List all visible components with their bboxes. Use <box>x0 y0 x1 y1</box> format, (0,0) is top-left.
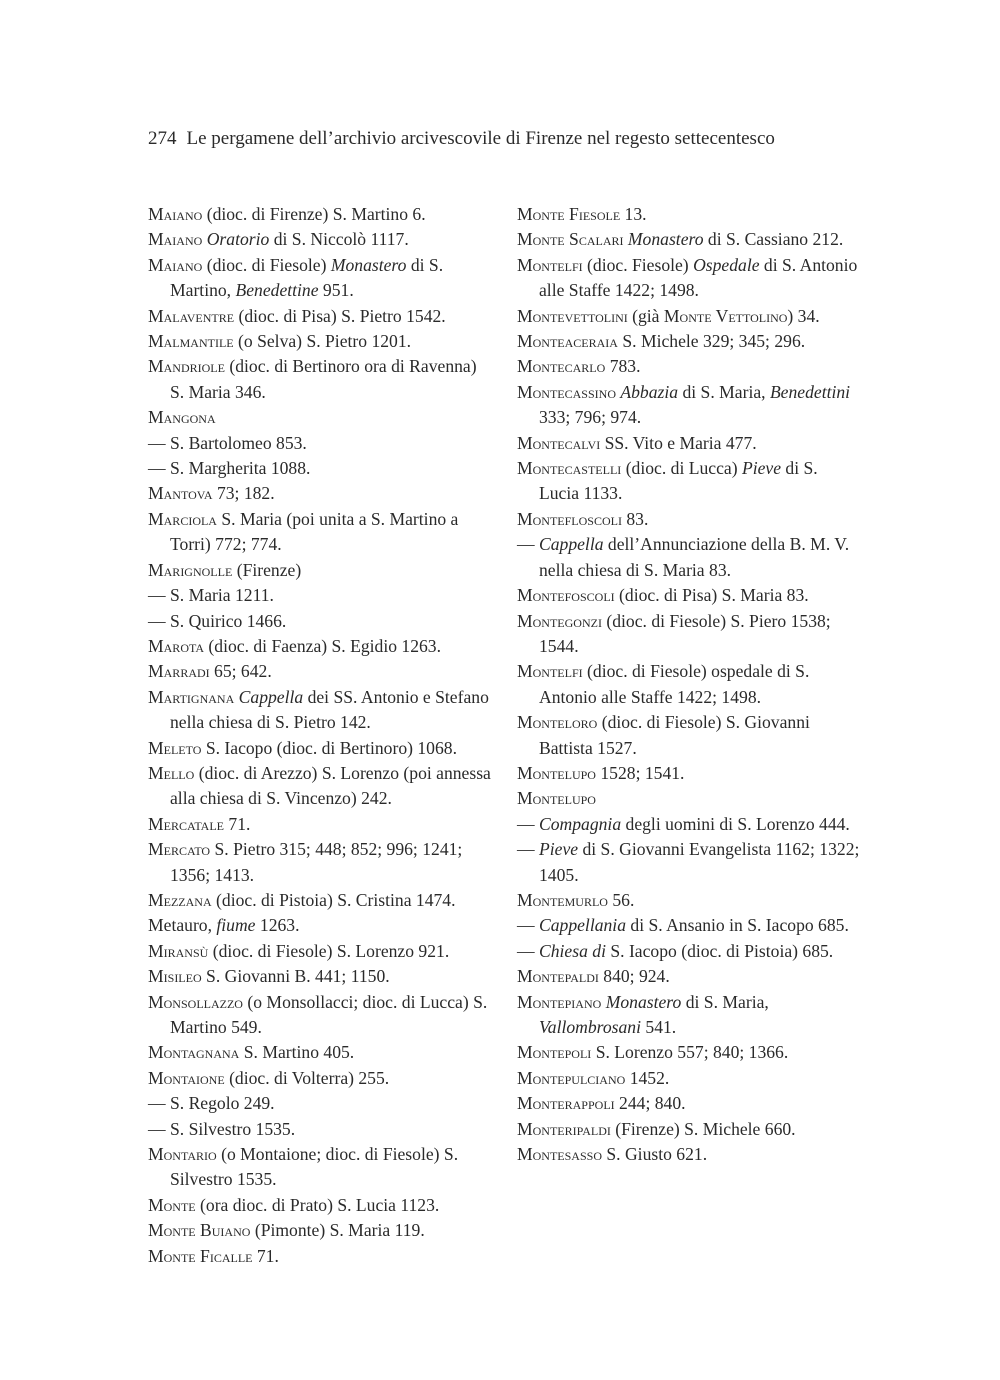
index-entry <box>148 659 493 684</box>
place-name: Marradi <box>148 661 210 682</box>
entry-text: 71. <box>252 1245 279 1266</box>
entry-text: 73; 182. <box>212 483 275 504</box>
italic-term: Ospedale <box>693 254 760 275</box>
place-name: Marota <box>148 635 205 656</box>
entry-text: (ora dioc. di Prato) S. Lucia 1123. <box>195 1194 440 1215</box>
index-entry <box>148 1091 493 1116</box>
place-name: Montecalvi <box>517 432 601 453</box>
place-name: Montario <box>148 1144 217 1165</box>
entry-text: S. Iacopo (dioc. di Bertinoro) 1068. <box>201 737 457 758</box>
entry-text: — S. Quirico 1466. <box>148 610 287 631</box>
entry-text: 840; 924. <box>598 966 670 987</box>
entry-text: (dioc. di Pisa) S. Pietro 1542. <box>234 305 446 326</box>
index-entry <box>517 532 862 583</box>
index-entry <box>148 812 493 837</box>
entry-text: 783. <box>605 356 641 377</box>
place-name: Maiano <box>148 204 203 224</box>
entry-text: (dioc. di Fiesole) <box>202 254 331 275</box>
entry-text: — S. Bartolomeo 853. <box>148 432 307 453</box>
entry-text: 1452. <box>625 1067 670 1088</box>
index-entry <box>517 304 862 329</box>
place-name: Monterappoli <box>517 1093 615 1114</box>
entry-text: degli uomini di S. Lorenzo 444. <box>621 813 850 834</box>
italic-term: fiume <box>216 915 256 936</box>
entry-text: — S. Silvestro 1535. <box>148 1118 296 1139</box>
index-entry <box>517 227 862 252</box>
index-entry <box>517 253 862 304</box>
entry-text: 541. <box>641 1017 677 1037</box>
entry-text: dell’Annunciazione della B. M. V. nella chiesa di S. Maria 83. <box>539 534 850 580</box>
place-name: Monteripaldi <box>517 1118 611 1139</box>
entry-text: — S. Regolo 249. <box>148 1093 275 1114</box>
place-name: Montelfi <box>517 254 583 275</box>
entry-text: — <box>517 915 539 936</box>
place-name: Montecarlo <box>517 356 606 377</box>
index-entry <box>148 227 493 252</box>
place-name: Montegonzi <box>517 610 602 631</box>
entry-text: S. Lorenzo 557; 840; 1366. <box>591 1042 789 1063</box>
index-entry <box>517 659 862 710</box>
entry-text: 1263. <box>255 915 300 936</box>
index-entry <box>148 304 493 329</box>
place-name: Maiano <box>148 229 203 250</box>
entry-text: (dioc. di Bertinoro ora di Ravenna) S. Maria 346. <box>170 356 477 402</box>
index-entry <box>148 253 493 304</box>
entry-text: (dioc. di Pisa) S. Maria 83. <box>614 585 809 606</box>
place-name: Mello <box>148 762 195 783</box>
italic-term: Vallombrosani <box>539 1017 641 1037</box>
entry-text: (o Monsollacci; dioc. di Lucca) S. Martino 549. <box>170 991 488 1037</box>
index-entry <box>148 939 493 964</box>
index-entry <box>517 837 862 888</box>
entry-text: — <box>517 813 539 834</box>
entry-text: S. Pietro 315; 448; 852; 996; 1241; 1356; 1413. <box>170 839 463 885</box>
index-entry <box>517 583 862 608</box>
entry-text: di S. Antonio alle Staffe 1422; 1498. <box>539 254 858 301</box>
place-name: Montepaldi <box>517 966 599 987</box>
place-name: Meleto <box>148 737 202 758</box>
entry-text: (dioc. di Firenze) S. Martino 6. <box>202 204 426 224</box>
index-entry <box>148 736 493 761</box>
place-name: Malaventre <box>148 305 235 326</box>
index-entry <box>148 1142 493 1193</box>
entry-text: — <box>517 839 539 860</box>
entry-text: 83. <box>621 508 649 529</box>
entry-text: — S. Maria 1211. <box>148 585 274 606</box>
index-entry <box>148 1193 493 1218</box>
place-name: Marciola <box>148 508 217 529</box>
index-entry <box>148 329 493 354</box>
italic-term: Cappellania <box>539 915 626 936</box>
index-entry <box>517 761 862 786</box>
index-entry <box>148 1218 493 1243</box>
entry-text: S. Giusto 621. <box>602 1144 708 1165</box>
italic-term: Cappella <box>238 686 304 707</box>
italic-term: Benedettini <box>769 381 851 402</box>
place-name: Montemurlo <box>517 889 608 910</box>
page-number: 274 <box>148 128 177 149</box>
place-name: Mezzana <box>148 889 212 910</box>
index-entry <box>148 761 493 812</box>
entry-text: Metauro, <box>148 915 217 936</box>
index-entry <box>148 913 493 938</box>
italic-term: Pieve <box>539 839 579 860</box>
entry-text: di S. Giovanni Evangelista 1162; 1322; 1405. <box>539 839 860 885</box>
index-entry <box>148 354 493 405</box>
entry-text: (o Selva) S. Pietro 1201. <box>233 331 412 352</box>
entry-text: 13. <box>620 204 647 224</box>
entry-text: di S. Maria, <box>681 991 769 1012</box>
index-column-right <box>517 202 862 1167</box>
place-name: Mantova <box>148 483 213 504</box>
italic-term: Benedettine <box>235 280 319 301</box>
running-title: Le pergamene dell’archivio arcivescovile di Firenze nel regesto settecentesco <box>186 128 775 149</box>
place-name: Montefoscoli <box>517 585 615 606</box>
entry-text: (dioc. di Fiesole) ospedale di S. Antonio alle Staffe 1422; 1498. <box>539 661 810 707</box>
index-entry <box>148 964 493 989</box>
place-name: Mandriole <box>148 356 225 377</box>
place-name: Montepoli <box>517 1042 592 1063</box>
entry-text: 71. <box>224 813 251 834</box>
index-entry <box>148 990 493 1041</box>
entry-text: (dioc. di Fiesole) S. Giovanni Battista 1527. <box>539 712 810 758</box>
index-entry <box>148 685 493 736</box>
index-entry <box>517 812 862 837</box>
index-entry <box>517 1091 862 1116</box>
place-name: Montepulciano <box>517 1067 626 1088</box>
entry-text: 333; 796; 974. <box>539 407 642 428</box>
italic-term: Monastero <box>330 254 407 275</box>
place-name: Monte Vettolino <box>663 305 788 326</box>
running-header <box>148 128 868 150</box>
place-name: Monte <box>148 1194 196 1215</box>
place-name: Monte Fiesole <box>517 204 621 224</box>
entry-text: — <box>517 534 539 555</box>
place-name: Monsollazzo <box>148 991 243 1012</box>
index-entry <box>148 1040 493 1065</box>
entry-text: di S. Niccolò 1117. <box>269 229 409 250</box>
entry-text: (dioc. di Pistoia) S. Cristina 1474. <box>211 889 456 910</box>
place-name: Montecastelli <box>517 458 622 479</box>
index-entry <box>517 507 862 532</box>
index-entry <box>517 609 862 660</box>
index-entry <box>517 380 862 431</box>
place-name: Mercatale <box>148 813 225 834</box>
index-entry <box>148 431 493 456</box>
index-entry <box>148 1244 493 1269</box>
place-name: Monteaceraia <box>517 331 618 352</box>
index-entry <box>148 456 493 481</box>
entry-text: di S. Cassiano 212. <box>703 229 844 250</box>
entry-text: (dioc. Fiesole) <box>582 254 694 275</box>
entry-text: di S. Maria, <box>678 381 770 402</box>
entry-text: 951. <box>318 280 354 301</box>
entry-text: (dioc. di Arezzo) S. Lorenzo (poi annessa alla chiesa di S. Vincenzo) 242. <box>170 762 491 809</box>
place-name: Montelupo <box>517 788 596 809</box>
index-entry <box>517 1066 862 1091</box>
index-entry <box>517 1117 862 1142</box>
place-name: Maiano <box>148 254 203 275</box>
index-entry <box>148 583 493 608</box>
place-name: Montecassino <box>517 381 616 402</box>
entry-text: S. Iacopo (dioc. di Pistoia) 685. <box>605 940 834 961</box>
entry-text: (dioc. di Fiesole) S. Piero 1538; 1544. <box>539 610 831 656</box>
index-entry <box>148 609 493 634</box>
place-name: Montelfi <box>517 661 583 682</box>
place-name: Miransù <box>148 940 209 961</box>
index-entry <box>517 431 862 456</box>
index-entry <box>148 507 493 558</box>
entry-text: (Firenze) S. Michele 660. <box>610 1118 796 1139</box>
place-name: Misileo <box>148 966 202 987</box>
index-entry <box>148 837 493 888</box>
entry-text: (o Montaione; dioc. di Fiesole) S. Silvestro 1535. <box>170 1144 459 1190</box>
index-entry <box>517 913 862 938</box>
place-name: Montepiano <box>517 991 602 1012</box>
place-name: Malmantile <box>148 331 234 352</box>
index-column-left <box>148 202 493 1269</box>
index-entry <box>517 964 862 989</box>
place-name: Mercato <box>148 839 211 860</box>
entry-text: 1528; 1541. <box>595 762 685 783</box>
index-entry <box>517 354 862 379</box>
index-entry <box>148 634 493 659</box>
index-entry <box>517 710 862 761</box>
entry-text: — S. Margherita 1088. <box>148 458 311 479</box>
place-name: Monte Scalari <box>517 229 624 250</box>
entry-text: di S. Ansanio in S. Iacopo 685. <box>626 915 849 936</box>
index-entry <box>517 786 862 811</box>
entry-text: (Firenze) <box>232 559 302 580</box>
italic-term: Oratorio <box>206 229 270 250</box>
entry-text: 65; 642. <box>209 661 272 682</box>
italic-term: Chiesa di <box>539 940 606 961</box>
index-entry <box>517 888 862 913</box>
italic-term: Monastero <box>627 229 704 250</box>
index-entry <box>517 1040 862 1065</box>
place-name: Montesasso <box>517 1144 602 1165</box>
index-entry <box>148 1117 493 1142</box>
entry-text: ) 34. <box>787 305 820 326</box>
index-entry <box>148 405 493 430</box>
entry-text: S. Michele 329; 345; 296. <box>617 331 806 352</box>
index-entry <box>517 329 862 354</box>
entry-text: (già <box>627 305 664 326</box>
entry-text: (dioc. di Volterra) 255. <box>224 1067 390 1088</box>
index-entry <box>517 1142 862 1167</box>
italic-term: Cappella <box>539 534 604 555</box>
index-entry <box>517 202 862 227</box>
place-name: Mangona <box>148 407 216 428</box>
index-entry <box>517 990 862 1041</box>
index-entry <box>148 481 493 506</box>
place-name: Marignolle <box>148 559 233 580</box>
entry-text: SS. Vito e Maria 477. <box>600 432 757 453</box>
italic-term: Pieve <box>741 458 782 479</box>
entry-text: (Pimonte) S. Maria 119. <box>250 1220 425 1241</box>
italic-term: Abbazia <box>620 381 679 402</box>
place-name: Montelupo <box>517 762 596 783</box>
place-name: Montagnana <box>148 1042 240 1063</box>
place-name: Montefloscoli <box>517 508 622 529</box>
index-entry <box>148 202 493 227</box>
place-name: Montaione <box>148 1067 225 1088</box>
place-name: Monteloro <box>517 712 598 733</box>
italic-term: Monastero <box>605 991 682 1012</box>
entry-text: — <box>517 940 539 961</box>
entry-text: 56. <box>607 889 635 910</box>
place-name: Monte Buiano <box>148 1220 251 1241</box>
entry-text: (dioc. di Fiesole) S. Lorenzo 921. <box>208 940 450 961</box>
entry-text: 244; 840. <box>614 1093 686 1114</box>
entry-text: dei SS. Antonio e Stefano nella chiesa di S. Pietro 142. <box>170 686 489 733</box>
italic-term: Compagnia <box>539 813 622 834</box>
entry-text: di S. Martino, <box>170 254 444 301</box>
entry-text: S. Martino 405. <box>239 1042 355 1063</box>
entry-text: (dioc. di Lucca) <box>621 458 742 479</box>
place-name: Martignana <box>148 686 235 707</box>
entry-text: (dioc. di Faenza) S. Egidio 1263. <box>204 635 441 656</box>
index-entry <box>148 558 493 583</box>
place-name: Montevettolini <box>517 305 628 326</box>
index-entry <box>148 888 493 913</box>
entry-text: S. Giovanni B. 441; 1150. <box>201 966 390 987</box>
place-name: Monte Ficalle <box>148 1245 253 1266</box>
entry-text: S. Maria (poi unita a S. Martino a Torri) 772; 774. <box>170 508 459 555</box>
entry-text: di S. Lucia 1133. <box>539 458 818 504</box>
index-entry <box>517 456 862 507</box>
index-entry <box>148 1066 493 1091</box>
index-entry <box>517 939 862 964</box>
